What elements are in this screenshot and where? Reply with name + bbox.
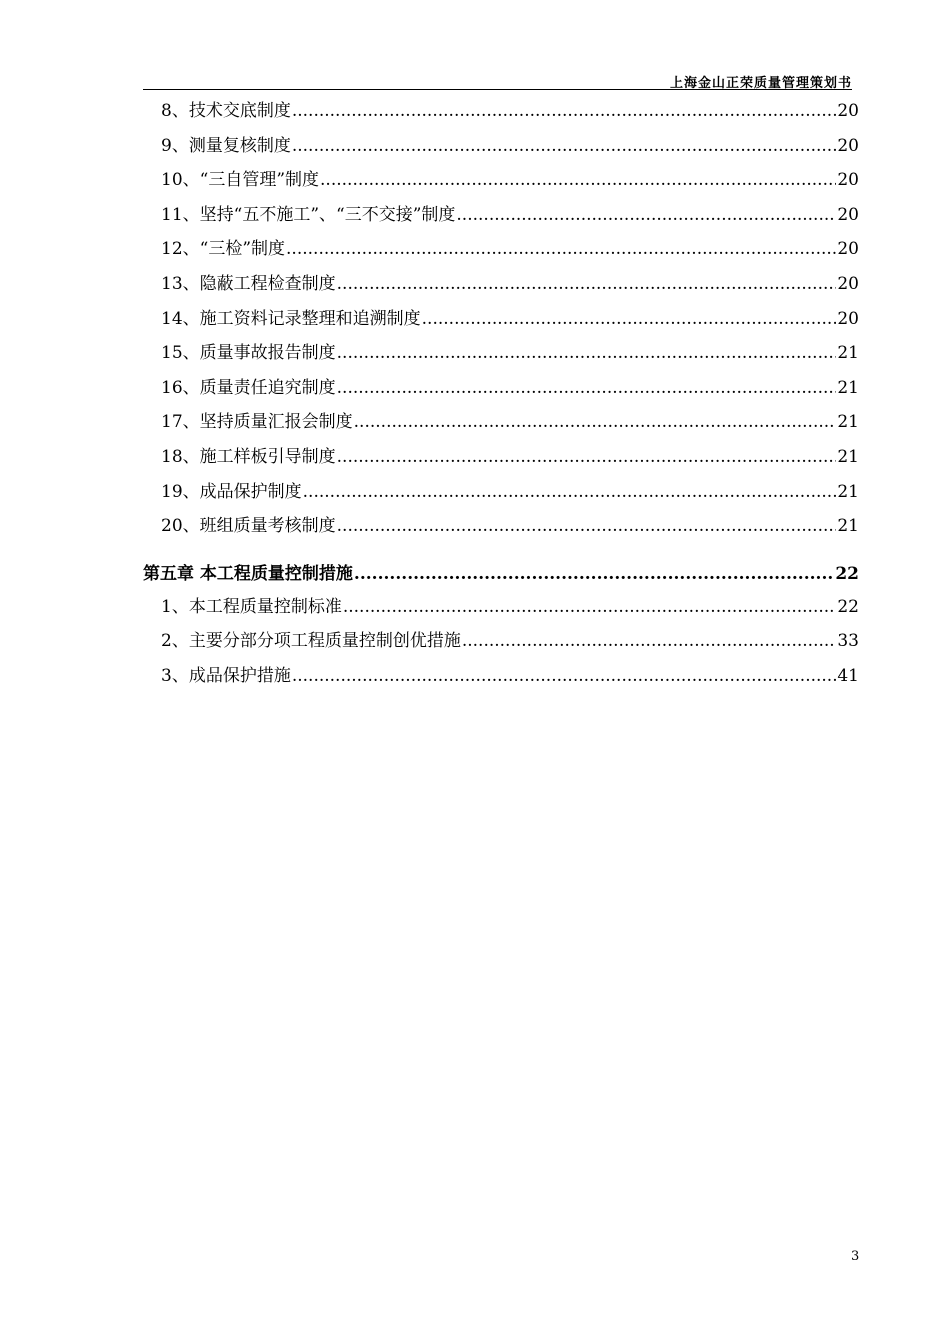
header-rule	[143, 89, 852, 90]
toc-entry-page: 21	[837, 446, 859, 467]
toc-leader	[354, 559, 834, 589]
toc-entry-label: 17、坚持质量汇报会制度	[161, 412, 353, 433]
toc-entry-page: 41	[837, 665, 859, 686]
toc-leader	[462, 626, 837, 656]
toc-entry-page: 20	[837, 135, 859, 156]
toc-entry[interactable]	[143, 200, 859, 235]
toc-leader	[337, 338, 837, 368]
toc-entry-label: 19、成品保护制度	[161, 481, 302, 502]
toc-entry-page: 20	[837, 308, 859, 329]
toc-entry-label: 10、“三自管理”制度	[161, 170, 320, 191]
toc-entry-label: 9、测量复核制度	[161, 135, 291, 156]
toc-leader	[286, 234, 836, 264]
toc-entry[interactable]	[143, 96, 859, 131]
page-number: 3	[851, 1249, 860, 1264]
toc-entry-page: 20	[837, 170, 859, 191]
document-header-title: 上海金山正荣质量管理策划书	[669, 76, 852, 91]
toc-leader	[343, 592, 837, 622]
toc-entry[interactable]	[143, 477, 859, 512]
toc-leader	[337, 269, 837, 299]
toc-entry-label: 18、施工样板引导制度	[161, 446, 336, 467]
toc-entry-label: 2、主要分部分项工程质量控制创优措施	[161, 631, 461, 652]
toc-leader	[303, 477, 837, 507]
toc-entry-label: 11、坚持“五不施工”、“三不交接”制度	[161, 204, 456, 225]
toc-entry[interactable]	[143, 234, 859, 269]
toc-entry-page: 20	[837, 239, 859, 260]
toc-chapter-entry[interactable]	[143, 546, 859, 592]
toc-entry-page: 21	[837, 412, 859, 433]
toc-entry-label: 15、质量事故报告制度	[161, 343, 336, 364]
toc-entry-label: 12、“三检”制度	[161, 239, 286, 260]
toc-entry-page: 21	[837, 343, 859, 364]
toc-entry-page: 20	[837, 204, 859, 225]
toc-entry[interactable]	[143, 407, 859, 442]
toc-entry[interactable]	[143, 511, 859, 546]
table-of-contents	[143, 96, 859, 696]
toc-entry[interactable]	[143, 592, 859, 627]
toc-entry-page: 20	[837, 101, 859, 121]
toc-entry-page: 22	[837, 596, 859, 617]
toc-entry-label: 20、班组质量考核制度	[161, 516, 336, 537]
toc-chapter-page: 22	[835, 563, 859, 584]
toc-leader	[354, 407, 837, 437]
toc-entry[interactable]	[143, 338, 859, 373]
toc-entry-label: 3、成品保护措施	[161, 665, 291, 686]
toc-leader	[292, 131, 837, 161]
toc-leader	[337, 511, 837, 541]
toc-entry-page: 21	[837, 481, 859, 502]
toc-leader	[320, 165, 836, 195]
toc-entry[interactable]	[143, 165, 859, 200]
toc-entry[interactable]	[143, 626, 859, 661]
toc-leader	[422, 304, 837, 334]
toc-leader	[292, 96, 837, 126]
toc-leader	[337, 442, 837, 472]
toc-entry[interactable]	[143, 661, 859, 696]
toc-entry-label: 8、技术交底制度	[161, 101, 291, 121]
toc-chapter-label: 第五章 本工程质量控制措施	[143, 563, 353, 584]
toc-entry-page: 21	[837, 516, 859, 537]
toc-entry-label: 14、施工资料记录整理和追溯制度	[161, 308, 421, 329]
toc-leader	[456, 200, 836, 230]
toc-leader	[337, 373, 837, 403]
toc-entry-label: 13、隐蔽工程检查制度	[161, 273, 336, 294]
toc-entry[interactable]	[143, 304, 859, 339]
toc-entry[interactable]	[143, 373, 859, 408]
toc-entry-page: 20	[837, 273, 859, 294]
toc-entry[interactable]	[143, 131, 859, 166]
toc-entry-page: 33	[837, 631, 859, 652]
toc-entry-page: 21	[837, 377, 859, 398]
toc-entry-label: 1、本工程质量控制标准	[161, 596, 342, 617]
toc-entry[interactable]	[143, 269, 859, 304]
toc-leader	[292, 661, 837, 691]
toc-entry[interactable]	[143, 442, 859, 477]
toc-entry-label: 16、质量责任追究制度	[161, 377, 336, 398]
